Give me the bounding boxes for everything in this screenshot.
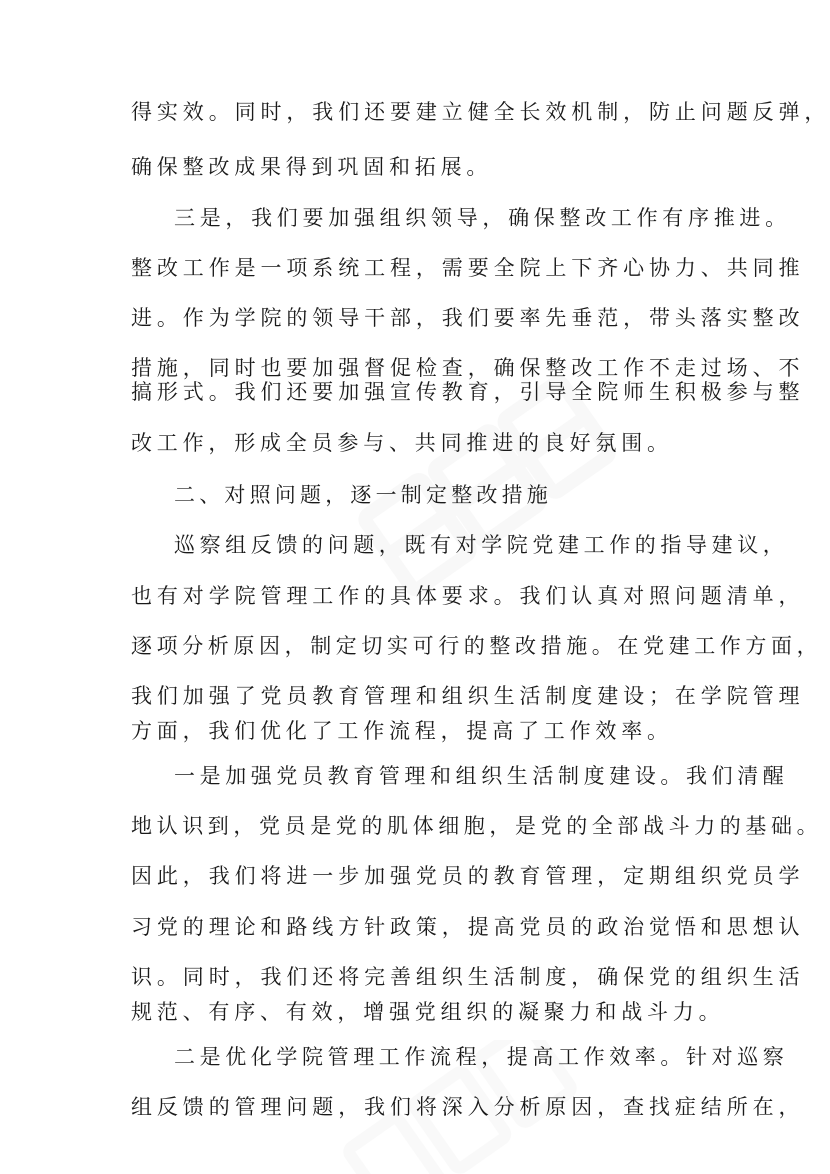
text-line <box>0 149 830 185</box>
text-line <box>0 300 830 336</box>
text-line-content: 我们加强了党员教育管理和组织生活制度建设；在学院管理 <box>131 684 805 708</box>
text-line-content: 因此，我们将进一步加强党员的教育管理，定期组织党员学 <box>131 864 805 888</box>
text-line <box>0 713 830 749</box>
text-line <box>0 628 830 664</box>
text-line <box>0 200 830 236</box>
text-line-content: 习党的理论和路线方针政策，提高党员的政治觉悟和思想认 <box>131 915 805 939</box>
text-line <box>0 527 830 563</box>
text-line-content: 三是，我们要加强组织领导，确保整改工作有序推进。 <box>174 206 791 230</box>
text-line-content: 改工作，形成全员参与、共同推进的良好氛围。 <box>131 431 673 455</box>
text-line <box>0 1089 830 1125</box>
text-line <box>0 1039 830 1075</box>
text-line-content: 得实效。同时，我们还要建立健全长效机制，防止问题反弹， <box>131 100 830 124</box>
text-line-content: 搞形式。我们还要加强宣传教育，引导全院师生积极参与整 <box>131 380 805 404</box>
text-line <box>0 959 830 995</box>
text-line <box>0 808 830 844</box>
text-line <box>0 909 830 945</box>
text-line-content: 规范、有序、有效，增强党组织的凝聚力和战斗力。 <box>131 1000 725 1024</box>
text-line-content: 一是加强党员教育管理和组织生活制度建设。我们清醒 <box>174 764 789 788</box>
text-line-content: 逐项分析原因，制定切实可行的整改措施。在党建工作方面， <box>131 634 823 658</box>
text-line <box>0 578 830 614</box>
text-line-content: 也有对学院管理工作的具体要求。我们认真对照问题清单， <box>131 584 805 608</box>
text-line <box>0 374 830 410</box>
text-line <box>0 994 830 1030</box>
section-heading-content: 二、对照问题，逐一制定整改措施 <box>174 483 552 507</box>
text-line-content: 二是优化学院管理工作流程，提高工作效率。针对巡察 <box>174 1045 789 1069</box>
section-heading <box>0 477 830 513</box>
text-line-content: 措施，同时也要加强督促检查，确保整改工作不走过场、不 <box>131 356 805 380</box>
text-line <box>0 678 830 714</box>
text-line-content: 识。同时，我们还将完善组织生活制度，确保党的组织生活 <box>131 965 805 989</box>
text-line-content: 确保整改成果得到巩固和拓展。 <box>131 155 493 179</box>
text-line <box>0 425 830 461</box>
text-line <box>0 250 830 286</box>
text-line <box>0 94 830 130</box>
text-line-content: 方面，我们优化了工作流程，提高了工作效率。 <box>131 719 673 743</box>
text-line-content: 进。作为学院的领导干部，我们要率先垂范，带头落实整改 <box>131 306 805 330</box>
text-line-content: 整改工作是一项系统工程，需要全院上下齐心协力、共同推 <box>131 256 805 280</box>
text-line-content: 组反馈的管理问题，我们将深入分析原因，查找症结所在， <box>131 1095 805 1119</box>
text-line <box>0 758 830 794</box>
text-line-content: 地认识到，党员是党的肌体细胞，是党的全部战斗力的基础。 <box>131 814 823 838</box>
text-line <box>0 858 830 894</box>
text-line-content: 巡察组反馈的问题，既有对学院党建工作的指导建议， <box>174 533 789 557</box>
